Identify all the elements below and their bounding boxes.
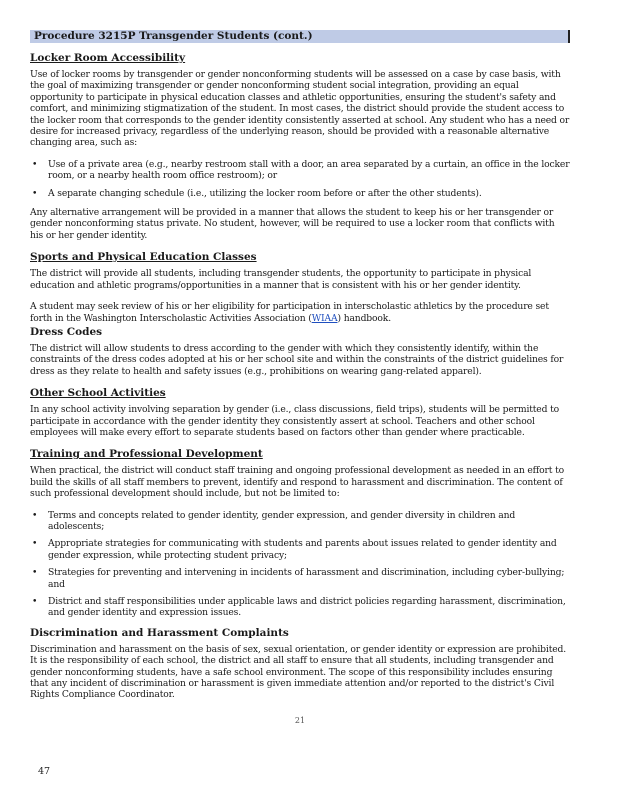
bullet-icon: • [32,187,38,199]
list-item: • Terms and concepts related to gender identity, gender expression, and gender diversity in children and adolescents; [32,509,516,532]
sports-paragraph-1: The district will provide all students, including transgender students, the opportunity to participate in physical education and athletic programs/opportunities in a manner that is consistent with his or her gender identity. [30,268,532,291]
list-item: • Use of a private area (e.g., nearby restroom stall with a door, an area separated by a curtain, an office in the locker room, or a nearby health room office restroom); or [32,158,570,182]
list-item: • District and staff responsibilities under applicable laws and district policies regarding harassment, discrimination, and gender identity and expression issues. [32,596,566,619]
locker-options-list [30,159,570,199]
section-heading-locker-room: Locker Room Accessibility [30,52,186,64]
section-heading-sports: Sports and Physical Education Classes [30,251,257,264]
outer-page-number: 47 [38,766,51,777]
section-other-activities [30,387,570,438]
discrimination-paragraph-1: Discrimination and harassment on the basis of sex, sexual orientation, or gender identity or expression are prohibited. It is the responsibility of each school, the district and all staff to ensure that all students, including transgender and gender nonconforming students, have a safe school environment. The scope of this responsibility includes ensuring that any incident of discrimination or harassment is given immediate attention and/or reported to the district's Civil Rights Compliance Coordinator. [30,643,567,701]
bullet-icon: • [32,509,38,521]
section-locker-room [30,52,570,241]
bullet-icon: • [32,596,38,607]
list-item: • Strategies for preventing and intervening in incidents of harassment and discrimination, including cyber-bullying; and [32,567,565,590]
bullet-icon: • [32,158,38,170]
locker-paragraph-1: Use of locker rooms by transgender or gender nonconforming students will be assessed on a case by case basis, with the goal of maximizing transgender or gender nonconforming student social integration, providing an equal opportunity to participate in physical education classes and athletic opportunities, ensuring the student's safety and comfort, and minimizing stigmatization of the student. In most cases, the district should provide the student access to the locker room that corresponds to the gender identity consistently asserted at school. Any student who has a need or desire for increased privacy, regardless of the underlying reason, should be provided with a reasonable alternative changing area, such as: [30,69,570,149]
inner-page-number: 21 [294,716,306,725]
bullet-icon: • [32,538,38,550]
other-paragraph-1: In any school activity involving separation by gender (i.e., class discussions, field trips), students will be permitted to participate in accordance with the gender identity they consistently assert at school. Teachers and other school employees will make every effort to separate students based on factors other than gender where practicable. [30,404,560,438]
procedure-title: Procedure 3215P Transgender Students (cont.) [34,30,313,42]
bullet-icon: • [32,567,38,579]
wiaa-link[interactable]: WIAA [311,312,338,324]
sports-paragraph-2: A student may seek review of his or her eligibility for participation in interscholastic athletics by the procedure set forth in the Washington Interscholastic Activities Association (WIAA) handbook. [30,301,549,324]
training-topics-list [30,510,570,619]
section-training [30,448,570,618]
section-discrimination [30,627,570,701]
list-item: • A separate changing schedule (i.e., utilizing the locker room before or after the other students). [32,187,482,199]
section-dress-codes [30,326,570,377]
section-heading-dress-codes: Dress Codes [30,325,103,338]
section-sports [30,251,570,324]
training-paragraph-1: When practical, the district will conduct staff training and ongoing professional development as needed in an effort to build the skills of all staff members to prevent, identify and respond to harassment and discrimination. The content of such professional development should include, but not be limited to: [30,465,565,500]
section-heading-training: Training and Professional Development [30,448,263,461]
locker-paragraph-2: Any alternative arrangement will be provided in a manner that allows the student to keep his or her transgender or gender nonconforming status private. No student, however, will be required to use a locker room that conflicts with his or her gender identity. [30,207,555,241]
procedure-header-bar [30,30,570,43]
list-item: • Appropriate strategies for communicating with students and parents about issues related to gender identity and gender expression, while protecting student privacy; [32,538,557,561]
section-heading-other-activities: Other School Activities [30,387,166,400]
section-heading-discrimination: Discrimination and Harassment Complaints [30,626,289,639]
document-body [30,52,570,711]
dress-paragraph-1: The district will allow students to dress according to the gender with which they consistently identify, within the constraints of the dress codes adopted at his or her school site and within the constraints of the district guidelines for dress as they relate to health and safety issues (e.g., prohibitions on wearing gang-related apparel). [30,342,564,377]
